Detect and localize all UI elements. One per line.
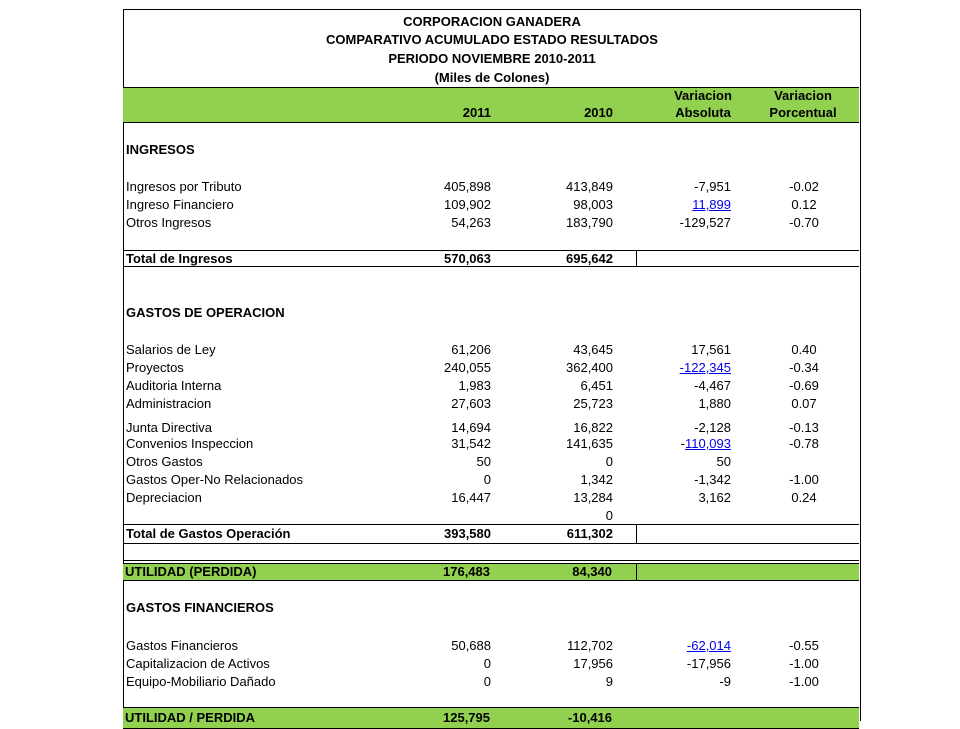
cell-y2010: 413,849 xyxy=(566,179,613,194)
cell-label: Equipo-Mobiliario Dañado xyxy=(126,674,276,689)
section-gastos-financieros: GASTOS FINANCIEROS xyxy=(126,600,274,615)
cell-label: Administracion xyxy=(126,396,212,411)
cell-abs: -7,951 xyxy=(694,179,731,194)
cell-pct: -1.00 xyxy=(789,656,819,671)
cell-y2010: 0 xyxy=(605,454,613,469)
table-row xyxy=(124,471,860,489)
cell-y2010: 98,003 xyxy=(573,197,613,212)
cell-label: Otros Gastos xyxy=(126,454,203,469)
cell-y2010: 9 xyxy=(605,674,613,689)
report-title: COMPARATIVO ACUMULADO ESTADO RESULTADOS xyxy=(326,32,658,47)
cell-y2011: 31,542 xyxy=(451,436,491,451)
total-ingresos-2010: 695,642 xyxy=(566,251,613,266)
col-var-pct-2: Porcentual xyxy=(769,105,837,120)
cell-pct: -0.70 xyxy=(789,215,819,230)
utilidad-row xyxy=(123,563,859,581)
cell-pct: -0.69 xyxy=(789,378,819,393)
cell-y2011: 240,055 xyxy=(444,360,491,375)
utilidad-label: UTILIDAD (PERDIDA) xyxy=(125,564,257,579)
cell-y2011: 0 xyxy=(483,472,491,487)
cell-y2010: 362,400 xyxy=(566,360,613,375)
table-row xyxy=(124,489,860,507)
table-row xyxy=(124,214,860,232)
cell-abs: 1,880 xyxy=(698,396,731,411)
cell-pct: -0.78 xyxy=(789,436,819,451)
period-title: PERIODO NOVIEMBRE 2010-2011 xyxy=(388,51,596,66)
section-ingresos: INGRESOS xyxy=(126,142,195,157)
cell-label: Otros Ingresos xyxy=(126,215,212,230)
cell-label: Ingreso Financiero xyxy=(126,197,234,212)
cell-abs: -2,128 xyxy=(694,420,731,435)
cell-y2011: 16,447 xyxy=(451,490,491,505)
cell-pct: 0.07 xyxy=(791,396,817,411)
cell-pct: -0.55 xyxy=(789,638,819,653)
cell-y2010: 13,284 xyxy=(573,490,613,505)
cell-label: Depreciacion xyxy=(126,490,202,505)
cell-y2010: 183,790 xyxy=(566,215,613,230)
table-row xyxy=(124,673,860,691)
utilidad-band xyxy=(123,563,859,581)
total-gastos-label: Total de Gastos Operación xyxy=(126,526,291,541)
col-2010: 2010 xyxy=(584,105,613,120)
utilidad-2011: 176,483 xyxy=(443,564,490,579)
cell-abs: -129,527 xyxy=(679,215,731,230)
table-row xyxy=(124,453,860,471)
cell-y2011: 50 xyxy=(476,454,491,469)
divider xyxy=(636,563,637,580)
table-row xyxy=(124,196,860,214)
cell-y2010: 6,451 xyxy=(580,378,613,393)
cell-y2011: 54,263 xyxy=(451,215,491,230)
cell-pct: 0.12 xyxy=(791,197,817,212)
col-var-abs-2: Absoluta xyxy=(675,105,731,120)
total-gastos-2010: 611,302 xyxy=(566,526,613,541)
cell-abs: 3,162 xyxy=(698,490,731,505)
cell-label: Gastos Oper-No Relacionados xyxy=(126,472,304,487)
cell-label: Junta Directiva xyxy=(126,420,212,435)
utilidad-final-label: UTILIDAD / PERDIDA xyxy=(125,710,255,725)
cell-label: Salarios de Ley xyxy=(126,342,216,357)
cell-pct: -0.34 xyxy=(789,360,819,375)
total-gastos-2011: 393,580 xyxy=(444,526,491,541)
section-gastos-operacion: GASTOS DE OPERACION xyxy=(126,305,285,320)
cell-y2011: 109,902 xyxy=(444,197,491,212)
cell-y2010: 112,702 xyxy=(566,638,613,653)
table-row xyxy=(124,341,860,359)
cell-pct: 0.24 xyxy=(791,490,817,505)
utilidad-final-band xyxy=(123,707,859,729)
divider xyxy=(636,250,637,266)
cell-abs: -1,342 xyxy=(694,472,731,487)
cell-abs[interactable] xyxy=(631,435,731,453)
divider xyxy=(123,266,859,267)
divider xyxy=(123,543,859,544)
cell-y2010: 25,723 xyxy=(573,396,613,411)
cell-abs[interactable]: -122,345 xyxy=(679,360,731,375)
cell-label: Convenios Inspeccion xyxy=(126,436,254,451)
cell-y2011: 0 xyxy=(483,674,491,689)
cell-y2010: 1,342 xyxy=(580,472,613,487)
cell-abs[interactable]: -62,014 xyxy=(686,638,731,653)
col-var-abs-1: Variacion xyxy=(674,88,732,103)
divider xyxy=(636,524,637,543)
cell-y2010: 17,956 xyxy=(573,656,613,671)
utilidad-final-row xyxy=(123,709,859,727)
cell-pct: -1.00 xyxy=(789,674,819,689)
cell-abs[interactable]: 11,899 xyxy=(692,197,731,212)
cell-abs: -17,956 xyxy=(686,656,731,671)
cell-abs-prefix: - xyxy=(680,436,685,451)
units-note: (Miles de Colones) xyxy=(434,70,550,85)
company-title: CORPORACION GANADERA xyxy=(403,14,581,29)
cell-y2011: 1,983 xyxy=(458,378,491,393)
cell-abs: 50 xyxy=(716,454,731,469)
total-gastos-row xyxy=(124,525,860,543)
cell-y2010: 16,822 xyxy=(573,420,613,435)
income-statement-sheet xyxy=(123,9,861,725)
cell-label: Gastos Financieros xyxy=(126,638,238,653)
cell-label: Capitalizacion de Activos xyxy=(126,656,270,671)
column-header-band xyxy=(123,87,859,123)
cell-abs: -9 xyxy=(719,674,731,689)
table-row xyxy=(124,395,860,413)
cell-y2011: 50,688 xyxy=(451,638,491,653)
cell-y2011: 27,603 xyxy=(451,396,491,411)
cell-abs: 17,561 xyxy=(691,342,731,357)
cell-pct: -1.00 xyxy=(789,472,819,487)
cell-y2011: 0 xyxy=(483,656,491,671)
cell-abs-link[interactable]: 110,093 xyxy=(684,436,731,451)
cell-pct: -0.13 xyxy=(789,420,819,435)
cell-y2010: 43,645 xyxy=(573,342,613,357)
cell-label: Ingresos por Tributo xyxy=(126,179,242,194)
cell-y2011: 61,206 xyxy=(451,342,491,357)
table-row xyxy=(124,435,860,453)
cell-label: Auditoria Interna xyxy=(126,378,222,393)
table-row xyxy=(124,377,860,395)
cell-y2011: 405,898 xyxy=(444,179,491,194)
cell-abs: -4,467 xyxy=(694,378,731,393)
cell-y2010: 141,635 xyxy=(566,436,613,451)
utilidad-final-2010: -10,416 xyxy=(567,710,612,725)
table-row xyxy=(124,637,860,655)
table-row xyxy=(124,178,860,196)
gastos-extra-row xyxy=(124,507,860,525)
cell-pct: -0.02 xyxy=(789,179,819,194)
divider xyxy=(123,250,124,266)
col-var-pct-1: Variacion xyxy=(774,88,832,103)
total-ingresos-2011: 570,063 xyxy=(444,251,491,266)
table-row xyxy=(124,655,860,673)
utilidad-2010: 84,340 xyxy=(572,564,612,579)
cell-label: Proyectos xyxy=(126,360,184,375)
table-row xyxy=(124,359,860,377)
cell-y2011: 14,694 xyxy=(451,420,491,435)
total-ingresos-label: Total de Ingresos xyxy=(126,251,233,266)
col-2011: 2011 xyxy=(462,105,491,120)
divider xyxy=(123,560,859,561)
gastos-extra-2010: 0 xyxy=(605,508,613,523)
utilidad-final-2011: 125,795 xyxy=(443,710,490,725)
cell-pct: 0.40 xyxy=(791,342,817,357)
